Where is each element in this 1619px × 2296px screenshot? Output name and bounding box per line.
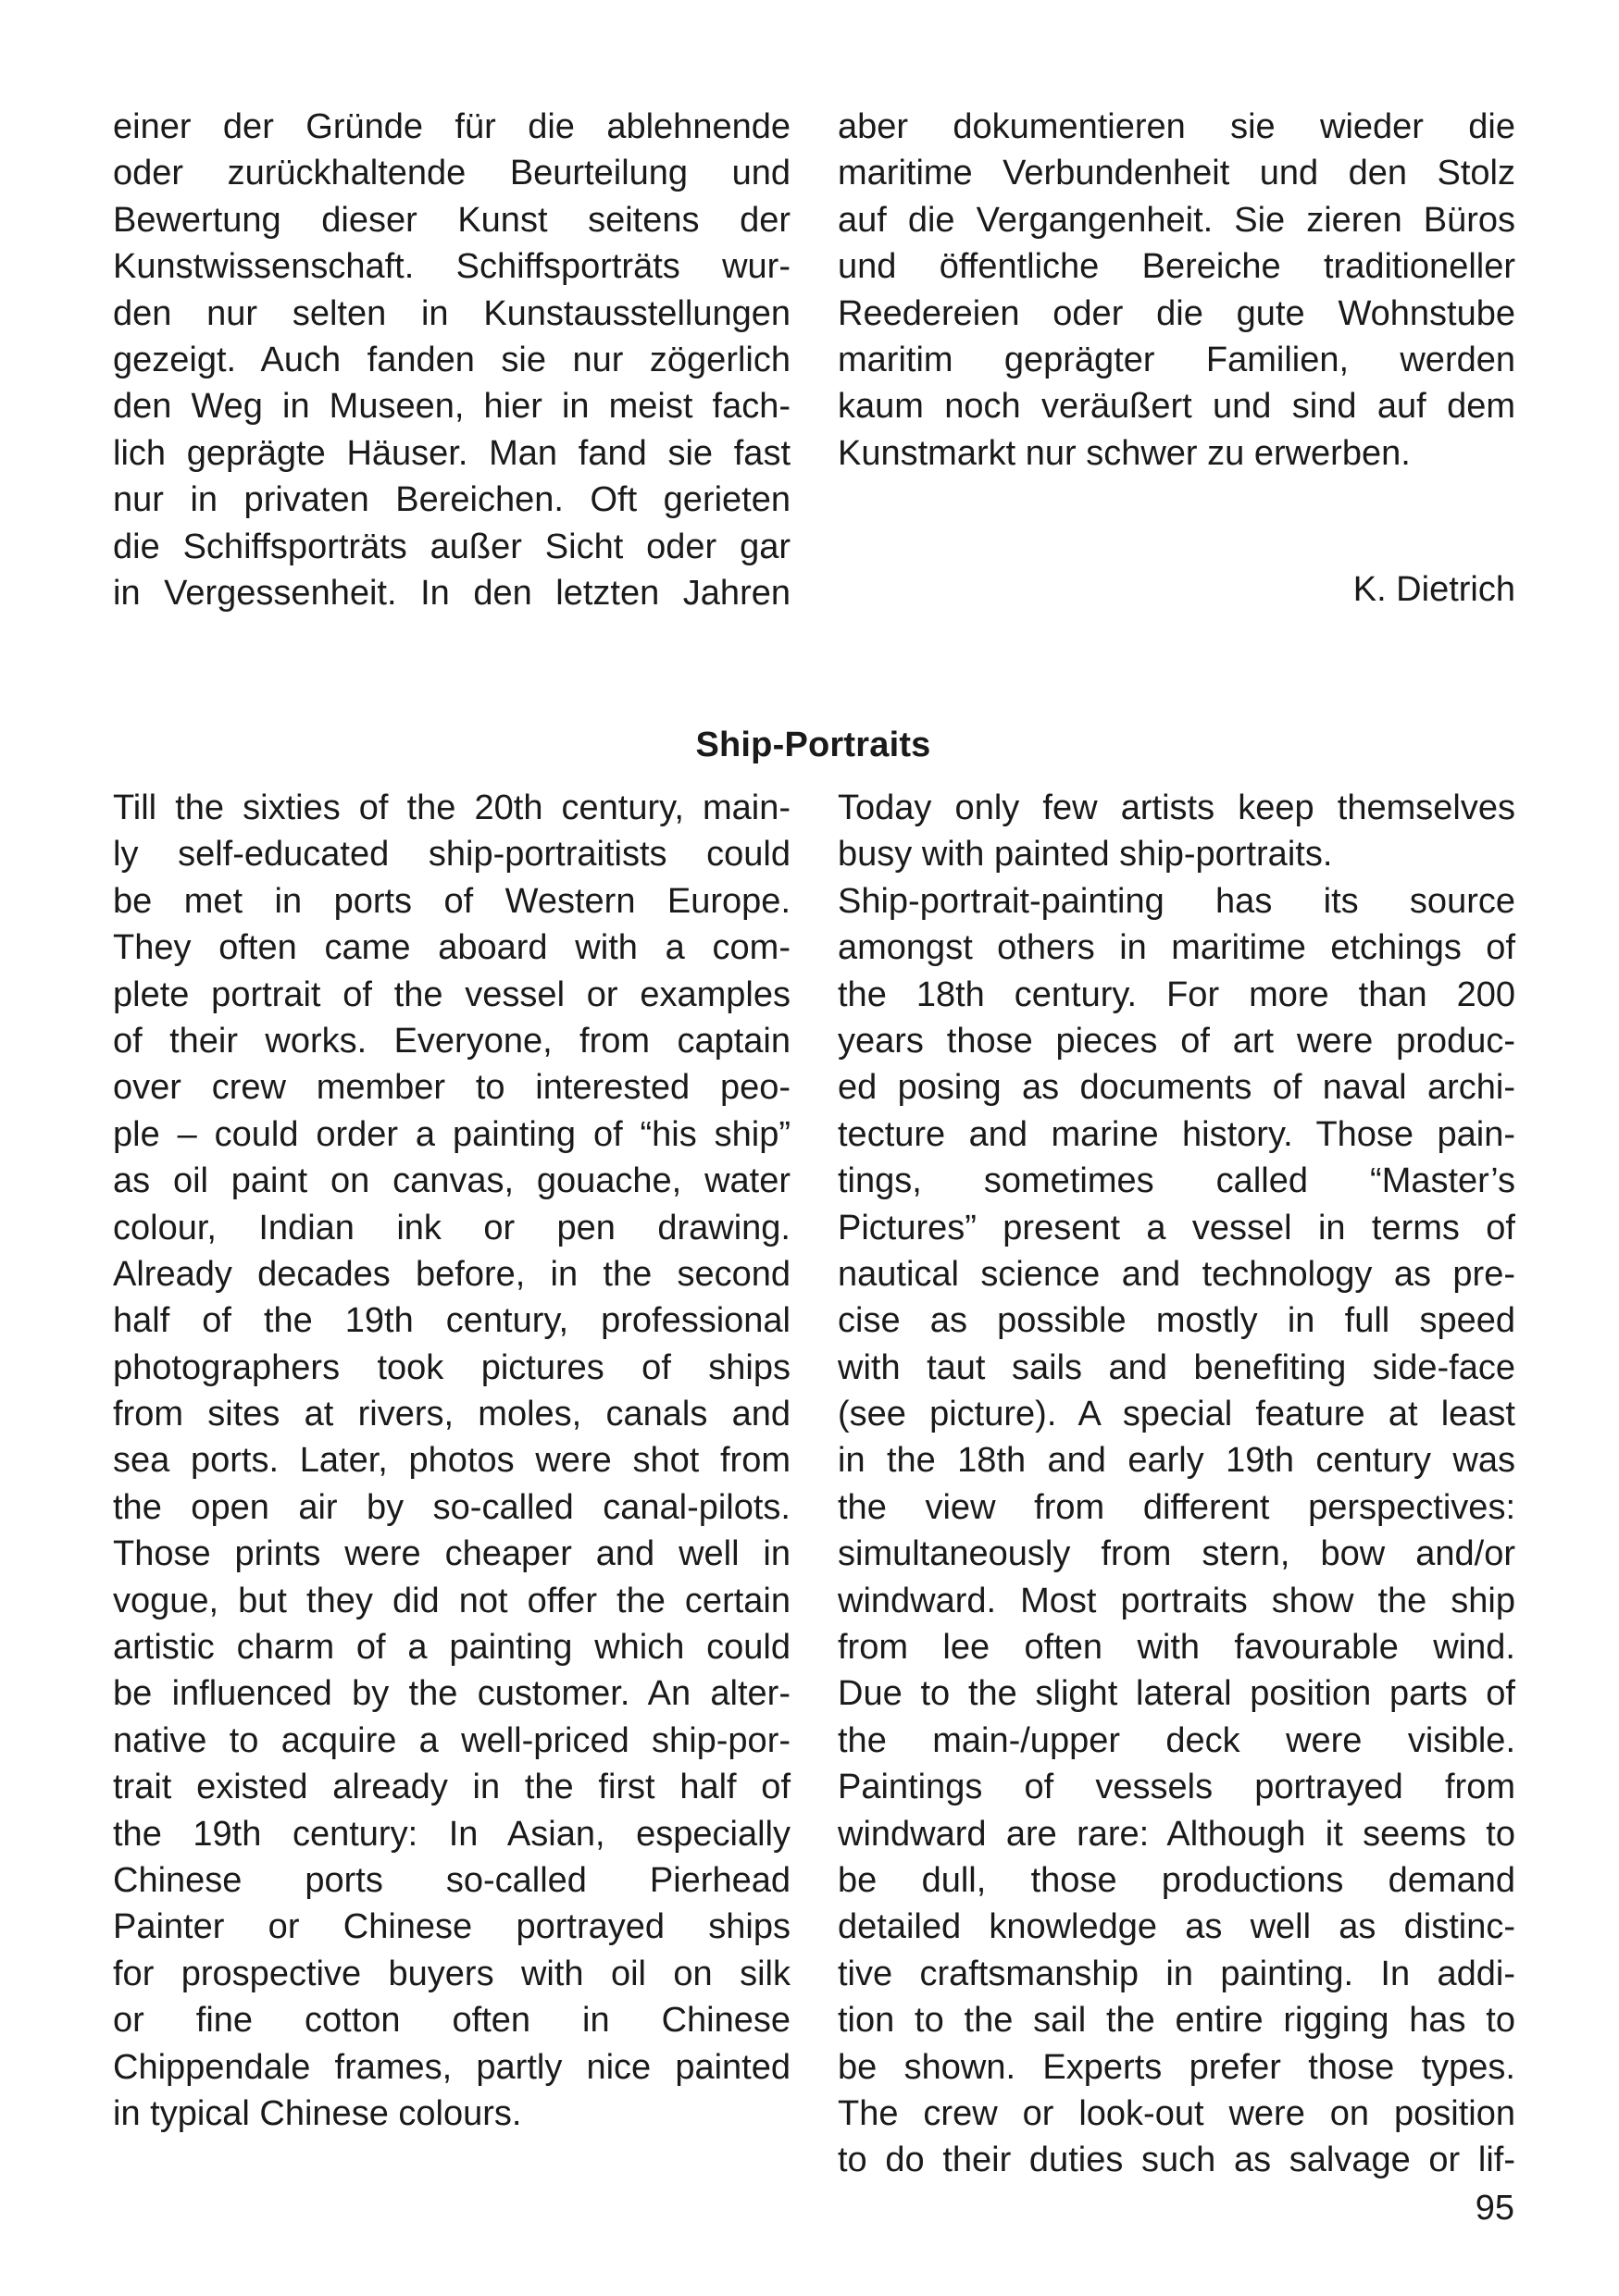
- text-line: Kunstwissenschaft. Schiffsporträts wur-: [113, 247, 791, 287]
- english-left-column: [113, 785, 791, 2137]
- text-line: kaum noch veräußert und sind auf dem: [838, 387, 1515, 427]
- signature-text: K. Dietrich: [1352, 570, 1515, 609]
- text-line: aber dokumentieren sie wieder die: [838, 107, 1515, 146]
- text-line: plete portrait of the vessel or examples: [113, 974, 791, 1014]
- text-line: Bewertung dieser Kunst seitens der: [113, 200, 791, 240]
- text-line: Those prints were cheaper and well in: [113, 1534, 791, 1574]
- text-line: photographers took pictures of ships: [113, 1347, 791, 1387]
- text-line: with taut sails and benefiting side-face: [838, 1347, 1515, 1387]
- text-line: nautical science and technology as pre-: [838, 1254, 1515, 1294]
- text-line: for prospective buyers with oil on silk: [113, 1954, 791, 1993]
- text-line: trait existed already in the first half of: [113, 1768, 791, 1807]
- text-line: ple – could order a painting of “his ship”: [113, 1114, 791, 1154]
- text-line: Till the sixties of the 20th century, main-: [113, 788, 791, 827]
- text-line: be shown. Experts prefer those types.: [838, 2047, 1515, 2087]
- text-line: to do their duties such as salvage or lif-: [838, 2141, 1515, 2180]
- text-line: the 18th century. For more than 200: [838, 974, 1515, 1014]
- text-line: den nur selten in Kunstausstellungen: [113, 293, 791, 333]
- text-line: amongst others in maritime etchings of: [838, 928, 1515, 968]
- section-heading-text: Ship-Portraits: [695, 726, 931, 764]
- text-line: vogue, but they did not offer the certain: [113, 1581, 791, 1620]
- text-line: maritime Verbundenheit und den Stolz: [838, 154, 1515, 193]
- text-line: of their works. Everyone, from captain: [113, 1021, 791, 1061]
- text-line: colour, Indian ink or pen drawing.: [113, 1208, 791, 1247]
- text-line: maritim geprägter Familien, werden: [838, 340, 1515, 379]
- text-line: years those pieces of art were produc-: [838, 1021, 1515, 1061]
- text-line: simultaneously from stern, bow and/or: [838, 1534, 1515, 1574]
- text-line: as oil paint on canvas, gouache, water: [113, 1161, 791, 1201]
- text-line: die Schiffsporträts außer Sicht oder gar: [113, 527, 791, 566]
- text-line: busy with painted ship-portraits.: [838, 835, 1333, 875]
- text-line: native to acquire a well-priced ship-por-: [113, 1720, 791, 1760]
- text-line: the open air by so-called canal-pilots.: [113, 1487, 791, 1527]
- section-heading: [0, 719, 1619, 771]
- text-line: over crew member to interested peo-: [113, 1068, 791, 1108]
- text-line: artistic charm of a painting which could: [113, 1628, 791, 1668]
- text-line: Paintings of vessels portrayed from: [838, 1768, 1515, 1807]
- author-signature: [838, 566, 1515, 613]
- text-line: in Vergessenheit. In den letzten Jahren: [113, 573, 791, 613]
- text-line: the main-/upper deck were visible.: [838, 1720, 1515, 1760]
- text-line: oder zurückhaltende Beurteilung und: [113, 154, 791, 193]
- text-line: auf die Vergangenheit. Sie zieren Büros: [838, 200, 1515, 240]
- text-line: ly self-educated ship-portraitists could: [113, 835, 791, 875]
- text-line: gezeigt. Auch fanden sie nur zögerlich: [113, 340, 791, 379]
- text-line: cise as possible mostly in full speed: [838, 1301, 1515, 1341]
- text-line: be influenced by the customer. An alter-: [113, 1674, 791, 1714]
- text-line: detailed knowledge as well as distinc-: [838, 1907, 1515, 1947]
- text-line: windward. Most portraits show the ship: [838, 1581, 1515, 1620]
- text-line: be dull, those productions demand: [838, 1860, 1515, 1900]
- text-line: The crew or look-out were on position: [838, 2093, 1515, 2133]
- text-line: windward are rare: Although it seems to: [838, 1814, 1515, 1854]
- text-line: Chinese ports so-called Pierhead: [113, 1860, 791, 1900]
- text-line: den Weg in Museen, hier in meist fach-: [113, 387, 791, 427]
- german-right-column: [838, 104, 1515, 477]
- text-line: und öffentliche Bereiche traditioneller: [838, 247, 1515, 287]
- text-line: be met in ports of Western Europe.: [113, 881, 791, 921]
- text-line: from lee often with favourable wind.: [838, 1628, 1515, 1668]
- text-line: They often came aboard with a com-: [113, 928, 791, 968]
- text-line: Ship-portrait-painting has its source: [838, 881, 1515, 921]
- text-line: the 19th century: In Asian, especially: [113, 1814, 791, 1854]
- german-left-column: [113, 104, 791, 616]
- text-line: in typical Chinese colours.: [113, 2093, 522, 2133]
- text-line: tecture and marine history. Those pain-: [838, 1114, 1515, 1154]
- text-line: tings, sometimes called “Master’s: [838, 1161, 1515, 1201]
- text-line: Pictures” present a vessel in terms of: [838, 1208, 1515, 1247]
- page-number: 95: [1475, 2189, 1514, 2228]
- text-line: Kunstmarkt nur schwer zu erwerben.: [838, 433, 1411, 473]
- text-line: Painter or Chinese portrayed ships: [113, 1907, 791, 1947]
- text-line: the view from different perspectives:: [838, 1487, 1515, 1527]
- text-line: from sites at rivers, moles, canals and: [113, 1395, 791, 1434]
- english-right-column: [838, 785, 1515, 2184]
- text-line: lich geprägte Häuser. Man fand sie fast: [113, 433, 791, 473]
- text-line: Today only few artists keep themselves: [838, 788, 1515, 827]
- text-line: einer der Gründe für die ablehnende: [113, 107, 791, 146]
- text-line: (see picture). A special feature at least: [838, 1395, 1515, 1434]
- text-line: Already decades before, in the second: [113, 1254, 791, 1294]
- text-line: Reedereien oder die gute Wohnstube: [838, 293, 1515, 333]
- text-line: nur in privaten Bereichen. Oft gerieten: [113, 480, 791, 520]
- text-line: half of the 19th century, professional: [113, 1301, 791, 1341]
- text-line: sea ports. Later, photos were shot from: [113, 1441, 791, 1481]
- text-line: tion to the sail the entire rigging has to: [838, 2001, 1515, 2041]
- text-line: Due to the slight lateral position parts of: [838, 1674, 1515, 1714]
- text-line: or fine cotton often in Chinese: [113, 2001, 791, 2041]
- text-line: ed posing as documents of naval archi-: [838, 1068, 1515, 1108]
- text-line: in the 18th and early 19th century was: [838, 1441, 1515, 1481]
- text-line: tive craftsmanship in painting. In addi-: [838, 1954, 1515, 1993]
- text-line: Chippendale frames, partly nice painted: [113, 2047, 791, 2087]
